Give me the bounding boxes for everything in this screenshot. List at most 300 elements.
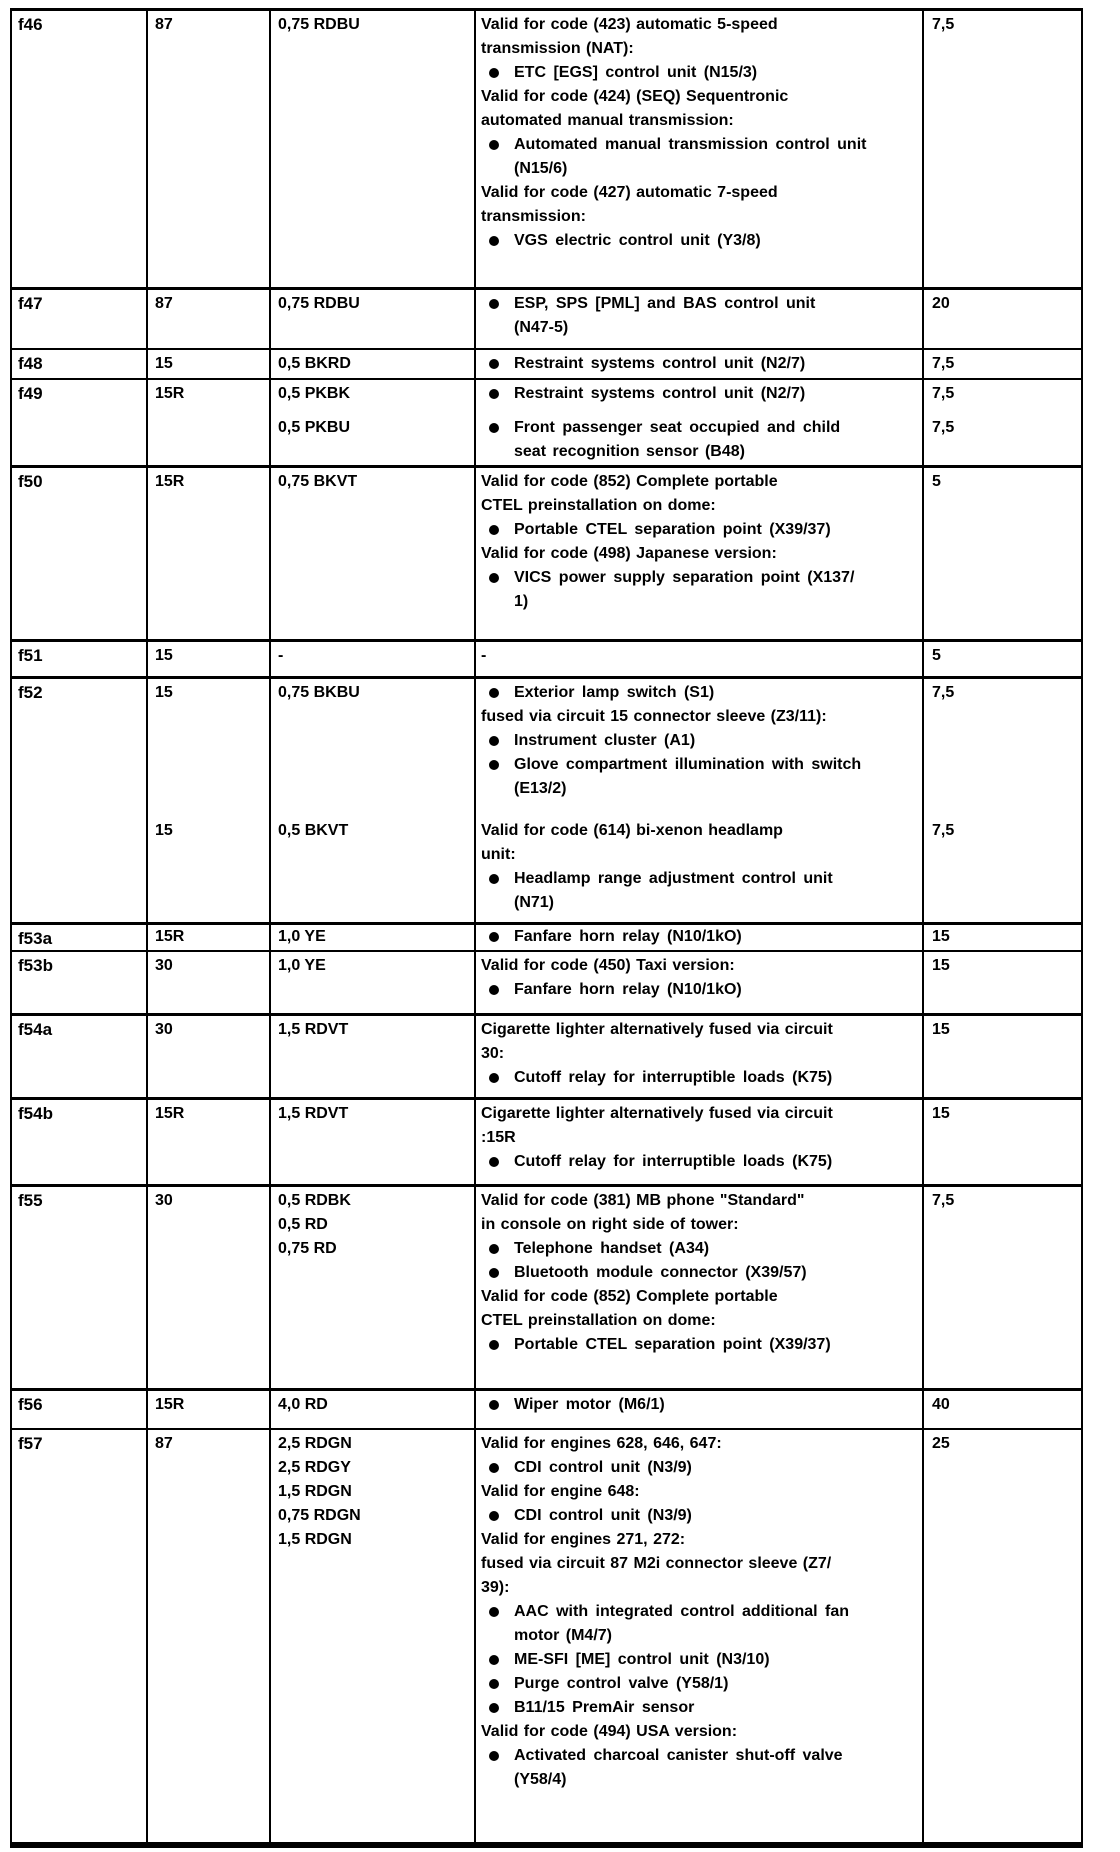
description-block (476, 819, 922, 915)
circuit-block (148, 954, 269, 978)
description-bullet-line (476, 1456, 922, 1480)
fuse-id-block (12, 1432, 146, 1456)
fuse-id-block (12, 1018, 146, 1042)
fuse-id-cell (12, 679, 146, 922)
circuit-cell (146, 952, 269, 1013)
circuit-value: 87 (155, 16, 173, 33)
description-text: Wiper motor (M6/1) (514, 1396, 665, 1413)
fuse-id-block (12, 681, 146, 705)
description-text: Fanfare horn relay (N10/1kO) (514, 981, 742, 998)
wire-value: 1,0 YE (278, 957, 326, 974)
circuit-cell (146, 11, 269, 287)
bullet-icon (489, 140, 499, 150)
wire-block (271, 470, 474, 494)
amp-value: 15 (932, 928, 950, 945)
bullet-icon (489, 932, 499, 942)
amperage-block (924, 644, 1081, 668)
description-block (476, 382, 922, 406)
amperage-cell (922, 1100, 1081, 1184)
description-cell (474, 1016, 922, 1097)
wire-value: 1,5 RDGN (278, 1531, 352, 1548)
amp-value: 25 (932, 1435, 950, 1452)
amperage-block (924, 681, 1081, 705)
fuse-id-cell (12, 290, 146, 348)
description-bullet-line (476, 753, 922, 777)
bullet-icon (489, 1340, 499, 1350)
description-cell (474, 1100, 922, 1184)
description-bullet-line (476, 352, 922, 376)
fuse-row (12, 950, 1081, 1013)
description-line: transmission (NAT): (481, 40, 634, 57)
description-block (476, 1189, 922, 1357)
description-line: CTEL preinstallation on dome: (481, 497, 716, 514)
description-line: fused via circuit 87 M2i connector sleeve (Z7/ (481, 1555, 832, 1572)
wire-gauge-cell (269, 679, 474, 922)
circuit-cell (146, 1187, 269, 1388)
wire-value: 0,75 RDBU (278, 16, 360, 33)
wire-gauge-cell (269, 1100, 474, 1184)
amp-value: 20 (932, 295, 950, 312)
description-bullet-line (476, 566, 922, 590)
fuse-id-block (12, 1102, 146, 1126)
description-bullet-line (476, 1672, 922, 1696)
bullet-icon (489, 299, 499, 309)
wire-value: 0,5 PKBK (278, 385, 351, 402)
description-line: (E13/2) (514, 780, 567, 797)
description-bullet-line (476, 925, 922, 949)
wire-value: 2,5 RDGY (278, 1459, 351, 1476)
wire-block (271, 352, 474, 376)
description-bullet-line (476, 1744, 922, 1768)
fuse-id-cell (12, 350, 146, 378)
amperage-block (924, 1432, 1081, 1456)
circuit-block (148, 644, 269, 668)
description-line: (N71) (514, 894, 555, 911)
bullet-icon (489, 389, 499, 399)
wire-block (271, 13, 474, 37)
amp-value: 15 (932, 1021, 950, 1038)
wire-value: 4,0 RD (278, 1396, 328, 1413)
description-line: Valid for code (427) automatic 7-speed (481, 184, 778, 201)
wire-gauge-cell (269, 468, 474, 639)
circuit-value: 15R (155, 473, 185, 490)
description-line: 1) (514, 593, 529, 610)
circuit-block (148, 1393, 269, 1417)
description-block (476, 1432, 922, 1792)
description-line: Valid for engines 271, 272: (481, 1531, 686, 1548)
description-block (476, 925, 922, 949)
wire-block (271, 1393, 474, 1417)
bullet-icon (489, 688, 499, 698)
fuse-row (12, 1184, 1081, 1388)
wire-block (271, 644, 474, 668)
circuit-block (148, 819, 269, 843)
bullet-icon (489, 423, 499, 433)
description-text: Front passenger seat occupied and child (514, 419, 841, 436)
description-line: Valid for code (381) MB phone "Standard" (481, 1192, 805, 1209)
description-cell (474, 925, 922, 950)
fuse-id-block (12, 13, 146, 37)
fuse-id: f56 (18, 1395, 43, 1414)
fuse-id: f48 (18, 354, 43, 373)
bullet-icon (489, 1511, 499, 1521)
description-bullet-line (476, 229, 922, 253)
description-bullet-line (476, 1261, 922, 1285)
wire-gauge-cell (269, 290, 474, 348)
wire-value: 0,75 BKVT (278, 473, 358, 490)
description-bullet-line (476, 1504, 922, 1528)
circuit-value: 15 (155, 355, 173, 372)
description-text: ME-SFI [ME] control unit (N3/10) (514, 1651, 770, 1668)
description-block (476, 470, 922, 614)
bullet-icon (489, 573, 499, 583)
amp-value: 7,5 (932, 419, 955, 436)
wire-gauge-cell (269, 642, 474, 676)
wire-gauge-cell (269, 1430, 474, 1842)
fuse-id-block (12, 1189, 146, 1213)
wire-block (271, 1018, 474, 1042)
bullet-icon (489, 359, 499, 369)
bullet-icon (489, 760, 499, 770)
fuse-id-block (12, 954, 146, 978)
wire-gauge-cell (269, 925, 474, 950)
description-text: Fanfare horn relay (N10/1kO) (514, 928, 742, 945)
description-line: automated manual transmission: (481, 112, 734, 129)
fuse-id: f54a (18, 1020, 53, 1039)
wire-value: 1,5 RDGN (278, 1483, 352, 1500)
circuit-value: 30 (155, 1021, 173, 1038)
wire-block (271, 292, 474, 316)
circuit-value: 15 (155, 822, 173, 839)
circuit-value: 15R (155, 928, 185, 945)
amperage-cell (922, 1430, 1081, 1842)
description-text: VGS electric control unit (Y3/8) (514, 232, 761, 249)
fuse-id-block (12, 644, 146, 668)
circuit-cell (146, 290, 269, 348)
wire-value: 0,75 RD (278, 1240, 337, 1257)
amperage-block (924, 292, 1081, 316)
circuit-value: 30 (155, 957, 173, 974)
fuse-id-cell (12, 1016, 146, 1097)
description-line: Valid for code (494) USA version: (481, 1723, 738, 1740)
fuse-row (12, 1097, 1081, 1184)
wire-block (271, 819, 474, 843)
amperage-block (924, 470, 1081, 494)
amperage-cell (922, 380, 1081, 465)
bullet-icon (489, 1157, 499, 1167)
description-text: ETC [EGS] control unit (N15/3) (514, 64, 758, 81)
circuit-cell (146, 1016, 269, 1097)
amperage-cell (922, 679, 1081, 922)
fuse-id-cell (12, 11, 146, 287)
description-line: Valid for code (852) Complete portable (481, 473, 778, 490)
fuse-id: f54b (18, 1104, 53, 1123)
circuit-value: 15 (155, 647, 173, 664)
fuse-id-cell (12, 468, 146, 639)
fuse-id-cell (12, 952, 146, 1013)
fuse-id: f53a (18, 929, 53, 948)
wire-gauge-cell (269, 380, 474, 465)
wire-value: 1,5 RDVT (278, 1021, 349, 1038)
description-line: - (481, 647, 487, 664)
fuse-row (12, 1428, 1081, 1842)
description-line: transmission: (481, 208, 586, 225)
amperage-block (924, 352, 1081, 376)
wire-block (271, 681, 474, 705)
circuit-block (148, 1018, 269, 1042)
fuse-row (12, 1388, 1081, 1428)
circuit-value: 15R (155, 1396, 185, 1413)
bullet-icon (489, 1268, 499, 1278)
amp-value: 15 (932, 1105, 950, 1122)
fuse-id-block (12, 292, 146, 316)
description-text: CDI control unit (N3/9) (514, 1507, 692, 1524)
fuse-id-cell (12, 380, 146, 465)
wire-block (271, 1102, 474, 1126)
circuit-block (148, 925, 269, 949)
wire-value: 1,0 YE (278, 928, 326, 945)
description-block (476, 954, 922, 1002)
fuse-id-block (12, 1393, 146, 1417)
description-line: :15R (481, 1129, 516, 1146)
amperage-cell (922, 1016, 1081, 1097)
circuit-value: 30 (155, 1192, 173, 1209)
description-line: Cigarette lighter alternatively fused via circuit (481, 1021, 833, 1038)
description-bullet-line (476, 1393, 922, 1417)
amperage-cell (922, 290, 1081, 348)
description-block (476, 1102, 922, 1174)
description-cell (474, 1391, 922, 1428)
circuit-value: 87 (155, 295, 173, 312)
description-bullet-line (476, 1237, 922, 1261)
wire-value: 0,5 BKVT (278, 822, 349, 839)
description-cell (474, 679, 922, 922)
wire-gauge-cell (269, 1016, 474, 1097)
fuse-row (12, 287, 1081, 348)
circuit-block (148, 352, 269, 376)
wire-gauge-cell (269, 350, 474, 378)
description-bullet-line (476, 518, 922, 542)
fuse-allocation-table (10, 8, 1083, 1848)
amperage-block (924, 1018, 1081, 1042)
description-block (476, 13, 922, 253)
description-line: 30: (481, 1045, 505, 1062)
bullet-icon (489, 985, 499, 995)
description-bullet-line (476, 1150, 922, 1174)
wire-gauge-cell (269, 952, 474, 1013)
circuit-cell (146, 642, 269, 676)
circuit-cell (146, 1430, 269, 1842)
circuit-cell (146, 380, 269, 465)
description-block (476, 1018, 922, 1090)
description-bullet-line (476, 292, 922, 316)
wire-gauge-cell (269, 1391, 474, 1428)
wire-value: 0,75 BKBU (278, 684, 360, 701)
description-cell (474, 350, 922, 378)
circuit-block (148, 1102, 269, 1126)
circuit-block (148, 382, 269, 406)
fuse-id-cell (12, 1391, 146, 1428)
fuse-row (12, 922, 1081, 950)
amp-value: 5 (932, 473, 941, 490)
wire-value: 0,5 PKBU (278, 419, 351, 436)
description-line: CTEL preinstallation on dome: (481, 1312, 716, 1329)
description-text: Activated charcoal canister shut-off valve (514, 1747, 843, 1764)
bullet-icon (489, 525, 499, 535)
fuse-id-cell (12, 925, 146, 950)
circuit-cell (146, 925, 269, 950)
description-line: Valid for engine 648: (481, 1483, 640, 1500)
bullet-icon (489, 68, 499, 78)
fuse-row (12, 676, 1081, 922)
fuse-row (12, 639, 1081, 676)
description-bullet-line (476, 729, 922, 753)
bullet-icon (489, 874, 499, 884)
description-bullet-line (476, 867, 922, 891)
fuse-id-block (12, 470, 146, 494)
description-text: Restraint systems control unit (N2/7) (514, 385, 806, 402)
description-block (476, 644, 922, 668)
circuit-cell (146, 679, 269, 922)
description-bullet-line (476, 1333, 922, 1357)
description-text: Automated manual transmission control unit (514, 136, 867, 153)
amperage-block (924, 1393, 1081, 1417)
description-line: (N15/6) (514, 160, 568, 177)
wire-block (271, 1189, 474, 1261)
amperage-cell (922, 468, 1081, 639)
description-line: Cigarette lighter alternatively fused via circuit (481, 1105, 833, 1122)
description-block (476, 352, 922, 376)
description-line: seat recognition sensor (B48) (514, 443, 745, 460)
fuse-id: f53b (18, 956, 53, 975)
description-block (476, 681, 922, 801)
description-line: Valid for engines 628, 646, 647: (481, 1435, 722, 1452)
wire-block (271, 954, 474, 978)
circuit-value: 15R (155, 1105, 185, 1122)
bullet-icon (489, 1655, 499, 1665)
wire-value: 2,5 RDGN (278, 1435, 352, 1452)
circuit-block (148, 292, 269, 316)
description-line: Valid for code (424) (SEQ) Sequentronic (481, 88, 789, 105)
description-line: Valid for code (498) Japanese version: (481, 545, 777, 562)
description-bullet-line (476, 1648, 922, 1672)
description-bullet-line (476, 416, 922, 440)
description-text: Instrument cluster (A1) (514, 732, 696, 749)
bullet-icon (489, 1607, 499, 1617)
bullet-icon (489, 1400, 499, 1410)
description-line: 39): (481, 1579, 510, 1596)
circuit-block (148, 681, 269, 705)
fuse-id-block (12, 927, 146, 950)
fuse-id-cell (12, 1187, 146, 1388)
description-bullet-line (476, 133, 922, 157)
wire-gauge-cell (269, 1187, 474, 1388)
amperage-block (924, 1189, 1081, 1213)
fuse-id: f52 (18, 683, 43, 702)
fuse-id: f50 (18, 472, 43, 491)
description-bullet-line (476, 1066, 922, 1090)
wire-gauge-cell (269, 11, 474, 287)
description-text: Cutoff relay for interruptible loads (K75) (514, 1153, 833, 1170)
bullet-icon (489, 1244, 499, 1254)
description-line: motor (M4/7) (514, 1627, 612, 1644)
description-line: Valid for code (614) bi-xenon headlamp (481, 822, 783, 839)
amperage-block (924, 819, 1081, 843)
bullet-icon (489, 1751, 499, 1761)
amperage-cell (922, 350, 1081, 378)
description-cell (474, 642, 922, 676)
amperage-block (924, 954, 1081, 978)
amp-value: 7,5 (932, 1192, 955, 1209)
description-line: Valid for code (852) Complete portable (481, 1288, 778, 1305)
description-text: Headlamp range adjustment control unit (514, 870, 833, 887)
description-text: AAC with integrated control additional fan (514, 1603, 849, 1620)
amperage-cell (922, 925, 1081, 950)
fuse-id: f49 (18, 384, 43, 403)
description-line: (N47-5) (514, 319, 569, 336)
description-bullet-line (476, 382, 922, 406)
description-bullet-line (476, 1696, 922, 1720)
wire-value: 0,5 RD (278, 1216, 328, 1233)
description-text: Bluetooth module connector (X39/57) (514, 1264, 807, 1281)
circuit-block (148, 13, 269, 37)
amp-value: 5 (932, 647, 941, 664)
description-cell (474, 290, 922, 348)
description-bullet-line (476, 978, 922, 1002)
description-block (476, 292, 922, 340)
bullet-icon (489, 1073, 499, 1083)
description-line: unit: (481, 846, 516, 863)
wire-block (271, 1432, 474, 1552)
description-block (476, 1393, 922, 1417)
amperage-block (924, 416, 1081, 440)
description-line: in console on right side of tower: (481, 1216, 739, 1233)
description-cell (474, 380, 922, 465)
bullet-icon (489, 736, 499, 746)
circuit-block (148, 1189, 269, 1213)
amp-value: 7,5 (932, 355, 955, 372)
description-text: CDI control unit (N3/9) (514, 1459, 692, 1476)
description-cell (474, 11, 922, 287)
amp-value: 40 (932, 1396, 950, 1413)
description-text: Cutoff relay for interruptible loads (K75) (514, 1069, 833, 1086)
bullet-icon (489, 236, 499, 246)
wire-value: 0,5 RDBK (278, 1192, 351, 1209)
bullet-icon (489, 1703, 499, 1713)
amp-value: 15 (932, 957, 950, 974)
description-line: Valid for code (450) Taxi version: (481, 957, 735, 974)
description-text: ESP, SPS [PML] and BAS control unit (514, 295, 816, 312)
circuit-block (148, 470, 269, 494)
fuse-id-cell (12, 1100, 146, 1184)
description-bullet-line (476, 61, 922, 85)
description-text: Exterior lamp switch (S1) (514, 684, 715, 701)
description-cell (474, 1430, 922, 1842)
fuse-id-block (12, 382, 146, 406)
description-cell (474, 1187, 922, 1388)
circuit-cell (146, 1391, 269, 1428)
fuse-row (12, 465, 1081, 639)
bullet-icon (489, 1463, 499, 1473)
description-text: Restraint systems control unit (N2/7) (514, 355, 806, 372)
description-text: Telephone handset (A34) (514, 1240, 710, 1257)
description-text: Glove compartment illumination with switch (514, 756, 862, 773)
circuit-block (148, 1432, 269, 1456)
circuit-value: 15R (155, 385, 185, 402)
description-text: VICS power supply separation point (X137/ (514, 569, 855, 586)
wire-value: 1,5 RDVT (278, 1105, 349, 1122)
amperage-block (924, 925, 1081, 949)
